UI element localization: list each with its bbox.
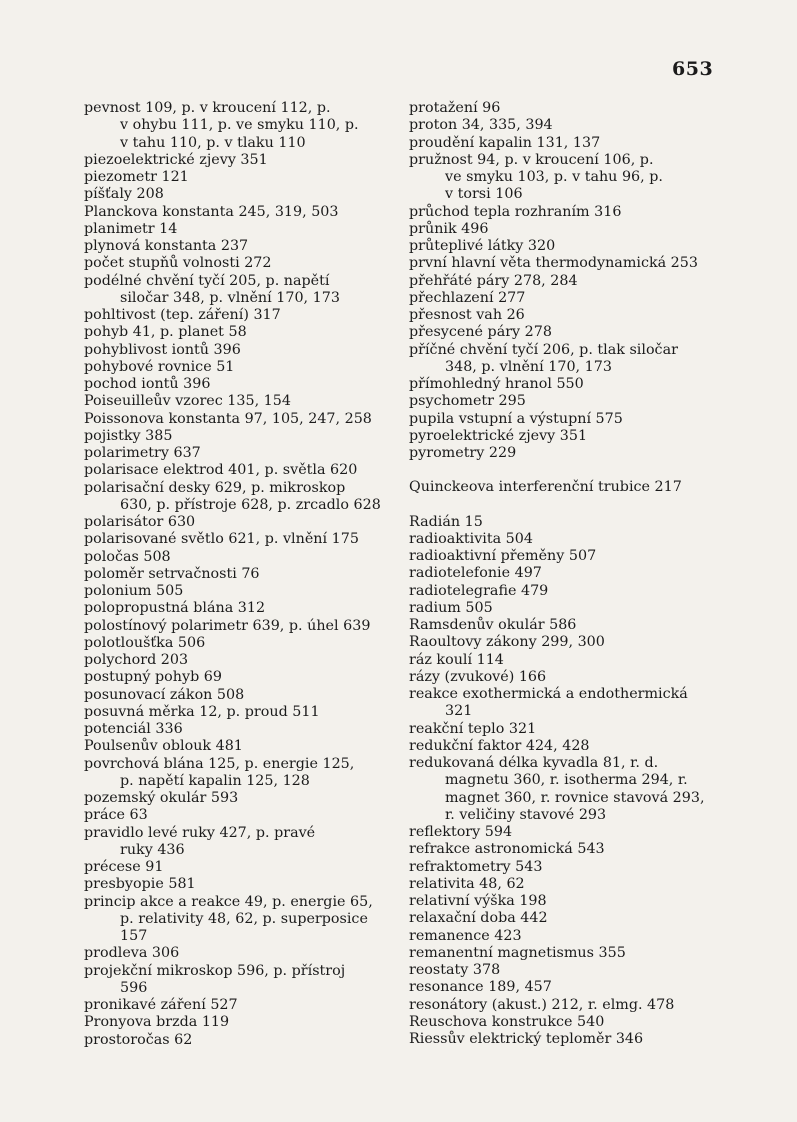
index-entry-line: refrakce astronomická 543 xyxy=(409,841,605,858)
index-entry xyxy=(409,617,711,634)
index-entry-line: přímohledný hranol 550 xyxy=(409,376,584,392)
index-entry xyxy=(409,273,711,290)
index-entry-line: 596 xyxy=(120,979,148,996)
index-entry xyxy=(409,117,711,134)
index-entry-line: magnetu 360, r. isotherma 294, r. xyxy=(445,772,688,789)
index-entry-line: princip akce a reakce 49, p. energie 65, xyxy=(84,893,373,910)
index-entry-line: prodleva 306 xyxy=(84,945,180,962)
index-entry xyxy=(84,514,386,531)
index-entry xyxy=(84,273,386,308)
index-entry-line: 630, p. přístroje 628, p. zrcadlo 628 xyxy=(120,496,381,513)
index-entry xyxy=(84,618,386,635)
index-entry xyxy=(84,549,386,566)
index-entry-line: v tahu 110, p. v tlaku 110 xyxy=(120,134,306,151)
index-entry-line: proudění kapalin 131, 137 xyxy=(409,134,601,151)
index-entry xyxy=(409,393,711,410)
index-entry xyxy=(84,531,386,548)
index-entry-line: presbyopie 581 xyxy=(84,876,196,893)
index-entry-line: pevnost 109, p. v kroucení 112, p. xyxy=(84,100,331,116)
index-entry xyxy=(84,687,386,704)
index-entry-line: průteplivé látky 320 xyxy=(409,238,556,254)
index-entry-line: piezoelektrické zjevy 351 xyxy=(84,151,268,168)
index-entry-line: pohybové rovnice 51 xyxy=(84,358,235,375)
index-entry xyxy=(409,1031,711,1048)
page-number: 653 xyxy=(672,58,714,80)
index-entry xyxy=(409,979,711,996)
index-entry xyxy=(409,428,711,445)
index-entry-line: přechlazení 277 xyxy=(409,289,526,306)
index-entry-line: 348, p. vlnění 170, 173 xyxy=(445,358,612,375)
index-entry-line: radioaktivita 504 xyxy=(409,530,533,547)
index-entry xyxy=(409,548,711,565)
index-entry xyxy=(84,221,386,238)
index-entry xyxy=(84,945,386,962)
index-entry xyxy=(84,376,386,393)
index-entry-line: plynová konstanta 237 xyxy=(84,238,249,254)
index-entry xyxy=(409,945,711,962)
index-entry xyxy=(409,859,711,876)
index-entry-line: relativita 48, 62 xyxy=(409,875,525,892)
index-entry-line: pohyb 41, p. planet 58 xyxy=(84,324,247,341)
index-entry-line: Radián 15 xyxy=(409,513,483,530)
index-entry xyxy=(84,635,386,652)
index-entry-line: poločas 508 xyxy=(84,548,171,565)
index-entry xyxy=(84,825,386,860)
index-entry xyxy=(409,910,711,927)
index-entry-line: potenciál 336 xyxy=(84,721,183,737)
index-entry-line: polarimetry 637 xyxy=(84,445,201,461)
index-entry-line: reflektory 594 xyxy=(409,824,513,840)
index-entry-line: průchod tepla rozhraním 316 xyxy=(409,203,622,220)
index-entry-line: proton 34, 335, 394 xyxy=(409,117,553,134)
index-entry xyxy=(84,1032,386,1049)
index-entry-line: psychometr 295 xyxy=(409,393,526,410)
index-entry-line: Pronyova brzda 119 xyxy=(84,1014,230,1031)
index-entry-line: r. veličiny stavové 293 xyxy=(445,806,607,823)
index-entry xyxy=(409,531,711,548)
index-entry-line: remanence 423 xyxy=(409,927,522,944)
index-entry-line: polychord 203 xyxy=(84,652,189,668)
index-entry xyxy=(84,100,386,152)
index-entry xyxy=(409,255,711,272)
index-entry xyxy=(84,462,386,479)
index-entry xyxy=(84,807,386,824)
index-entry xyxy=(409,686,711,721)
index-entry xyxy=(409,841,711,858)
index-entry-line: podélné chvění tyčí 205, p. napětí xyxy=(84,272,330,289)
index-entry xyxy=(84,152,386,169)
index-entry xyxy=(409,204,711,221)
index-entry-line: ráz koulí 114 xyxy=(409,651,504,668)
index-entry-line: 157 xyxy=(120,928,148,944)
index-entry-line: Poulsenův oblouk 481 xyxy=(84,738,243,755)
index-entry xyxy=(84,566,386,583)
index-entry xyxy=(409,445,711,462)
index-entry xyxy=(409,1014,711,1031)
index-entry-line: radiotelegrafie 479 xyxy=(409,582,549,599)
index-entry xyxy=(409,652,711,669)
index-entry-line: polarisované světlo 621, p. vlnění 175 xyxy=(84,531,359,548)
index-entry-line: redukovaná délka kyvadla 81, r. d. xyxy=(409,755,659,771)
index-entry-line: radiotelefonie 497 xyxy=(409,565,542,582)
index-entry xyxy=(409,100,711,117)
index-entry-line: pohltivost (tep. záření) 317 xyxy=(84,307,281,323)
index-entry-line: polotloušťka 506 xyxy=(84,634,206,651)
index-entry xyxy=(84,963,386,998)
index-entry-line: počet stupňů volnosti 272 xyxy=(84,255,272,272)
index-entry-line: reakční teplo 321 xyxy=(409,720,537,737)
index-entry xyxy=(409,893,711,910)
index-entry-line: reostaty 378 xyxy=(409,962,501,978)
index-entry-line: Quinckeova interferenční trubice 217 xyxy=(409,479,682,496)
index-entry-line: précese 91 xyxy=(84,859,164,875)
index-entry-line: resonance 189, 457 xyxy=(409,979,552,996)
index-entry-line: relaxační doba 442 xyxy=(409,910,548,927)
index-entry-line: polarisátor 630 xyxy=(84,514,196,530)
index-entry xyxy=(409,342,711,377)
index-entry xyxy=(84,1014,386,1031)
index-entry xyxy=(84,428,386,445)
index-entry-line: pupila vstupní a výstupní 575 xyxy=(409,410,623,427)
index-entry xyxy=(84,204,386,221)
index-entry xyxy=(409,152,711,204)
index-entry xyxy=(409,876,711,893)
index-entry-line: magnet 360, r. rovnice stavová 293, xyxy=(445,789,705,806)
index-entry xyxy=(84,721,386,738)
index-entry xyxy=(409,824,711,841)
index-entry-line: Raoultovy zákony 299, 300 xyxy=(409,634,605,651)
index-entry xyxy=(84,876,386,893)
index-entry xyxy=(409,669,711,686)
section-gap xyxy=(409,497,711,514)
index-entry-line: v torsi 106 xyxy=(445,186,523,203)
index-entry xyxy=(409,565,711,582)
index-entry-line: práce 63 xyxy=(84,807,148,824)
index-entry xyxy=(84,324,386,341)
index-entry xyxy=(84,583,386,600)
index-entry-line: píšťaly 208 xyxy=(84,186,164,203)
index-entry-line: reakce exothermická a endothermická xyxy=(409,686,688,702)
index-entry xyxy=(409,324,711,341)
index-entry xyxy=(409,600,711,617)
index-entry-line: Poissonova konstanta 97, 105, 247, 258 xyxy=(84,410,372,427)
index-entry-line: pozemský okulár 593 xyxy=(84,790,239,806)
index-entry xyxy=(84,859,386,876)
index-entry-line: pyroelektrické zjevy 351 xyxy=(409,427,588,444)
index-entry xyxy=(409,738,711,755)
index-entry xyxy=(84,359,386,376)
index-entry-line: pojistky 385 xyxy=(84,427,173,444)
index-entry-line: přesycené páry 278 xyxy=(409,324,552,341)
index-entry xyxy=(409,721,711,738)
index-entry xyxy=(84,480,386,515)
index-entry xyxy=(84,704,386,721)
index-entry-line: radium 505 xyxy=(409,599,493,616)
index-entry-line: postupný pohyb 69 xyxy=(84,669,222,686)
index-entry xyxy=(84,393,386,410)
index-entry-line: Riessův elektrický teploměr 346 xyxy=(409,1031,644,1047)
index-entry xyxy=(84,756,386,791)
index-entry-line: prostoročas 62 xyxy=(84,1031,193,1048)
index-entry-line: polostínový polarimetr 639, p. úhel 639 xyxy=(84,617,371,634)
index-entry xyxy=(84,600,386,617)
index-entry xyxy=(84,669,386,686)
index-entry-line: přehřáté páry 278, 284 xyxy=(409,272,578,289)
index-entry-line: povrchová blána 125, p. energie 125, xyxy=(84,755,355,772)
section-gap xyxy=(409,462,711,479)
index-entry-line: Reuschova konstrukce 540 xyxy=(409,1013,605,1030)
index-entry-line: pochod iontů 396 xyxy=(84,376,211,392)
index-entry xyxy=(84,738,386,755)
index-entry xyxy=(84,238,386,255)
index-entry-line: pronikavé záření 527 xyxy=(84,997,238,1013)
index-entry-line: relativní výška 198 xyxy=(409,893,547,909)
index-entry-line: siločar 348, p. vlnění 170, 173 xyxy=(120,289,340,306)
index-entry-line: Planckova konstanta 245, 319, 503 xyxy=(84,203,339,220)
index-entry xyxy=(409,238,711,255)
index-entry-line: přesnost vah 26 xyxy=(409,307,525,323)
index-entry xyxy=(409,479,711,496)
index-entry-line: polonium 505 xyxy=(84,583,184,599)
index-entry-line: Ramsdenův okulár 586 xyxy=(409,617,577,633)
index-entry xyxy=(409,634,711,651)
index-entry-line: posunovací zákon 508 xyxy=(84,686,245,703)
index-entry-line: remanentní magnetismus 355 xyxy=(409,944,626,961)
index-entry-line: poloměr setrvačnosti 76 xyxy=(84,565,260,582)
index-entry-line: posuvná měrka 12, p. proud 511 xyxy=(84,703,320,720)
index-entry xyxy=(409,755,711,824)
index-entry xyxy=(84,790,386,807)
index-entry-line: projekční mikroskop 596, p. přístroj xyxy=(84,962,346,979)
index-entry-line: p. relativity 48, 62, p. superposice xyxy=(120,910,368,927)
index-entry-line: planimetr 14 xyxy=(84,220,178,237)
index-entry-line: pružnost 94, p. v kroucení 106, p. xyxy=(409,151,654,168)
index-entry-line: refraktometry 543 xyxy=(409,858,543,875)
index-entry xyxy=(409,583,711,600)
index-entry-line: první hlavní věta thermodynamická 253 xyxy=(409,255,698,272)
index-entry-line: průnik 496 xyxy=(409,220,489,237)
index-entry xyxy=(84,169,386,186)
index-entry-line: pohyblivost iontů 396 xyxy=(84,341,241,358)
index-entry xyxy=(409,376,711,393)
index-entry xyxy=(409,997,711,1014)
index-entry-line: příčné chvění tyčí 206, p. tlak siločar xyxy=(409,341,678,358)
index-entry-line: pyrometry 229 xyxy=(409,445,517,461)
index-entry-line: pravidlo levé ruky 427, p. pravé xyxy=(84,824,316,841)
index-column-right xyxy=(409,100,711,1048)
index-entry xyxy=(84,997,386,1014)
index-entry xyxy=(84,411,386,428)
index-column-left xyxy=(84,100,386,1049)
index-entry-line: polopropustná blána 312 xyxy=(84,600,266,617)
index-entry xyxy=(84,445,386,462)
index-entry-line: rázy (zvukové) 166 xyxy=(409,668,547,685)
index-entry xyxy=(84,894,386,946)
index-entry xyxy=(84,342,386,359)
index-entry-line: ruky 436 xyxy=(120,841,185,858)
index-entry-line: protažení 96 xyxy=(409,100,501,116)
index-entry-line: redukční faktor 424, 428 xyxy=(409,737,590,754)
index-entry xyxy=(409,962,711,979)
index-entry xyxy=(84,307,386,324)
index-entry-line: Poiseuilleův vzorec 135, 154 xyxy=(84,393,291,410)
index-entry-line: piezometr 121 xyxy=(84,169,189,185)
index-entry xyxy=(84,652,386,669)
index-entry xyxy=(409,411,711,428)
index-entry-line: ve smyku 103, p. v tahu 96, p. xyxy=(445,169,663,185)
index-entry xyxy=(409,290,711,307)
index-entry-line: v ohybu 111, p. ve smyku 110, p. xyxy=(120,117,359,134)
index-entry xyxy=(409,307,711,324)
index-entry xyxy=(84,186,386,203)
index-entry xyxy=(409,514,711,531)
index-entry-line: radioaktivní přeměny 507 xyxy=(409,548,597,564)
index-entry-line: resonátory (akust.) 212, r. elmg. 478 xyxy=(409,996,675,1013)
index-entry-line: polarisace elektrod 401, p. světla 620 xyxy=(84,462,358,479)
index-entry-line: polarisační desky 629, p. mikroskop xyxy=(84,479,346,496)
index-entry-line: p. napětí kapalin 125, 128 xyxy=(120,772,310,789)
index-entry xyxy=(84,255,386,272)
index-entry xyxy=(409,135,711,152)
index-entry xyxy=(409,928,711,945)
index-entry xyxy=(409,221,711,238)
index-entry-line: 321 xyxy=(445,703,473,720)
